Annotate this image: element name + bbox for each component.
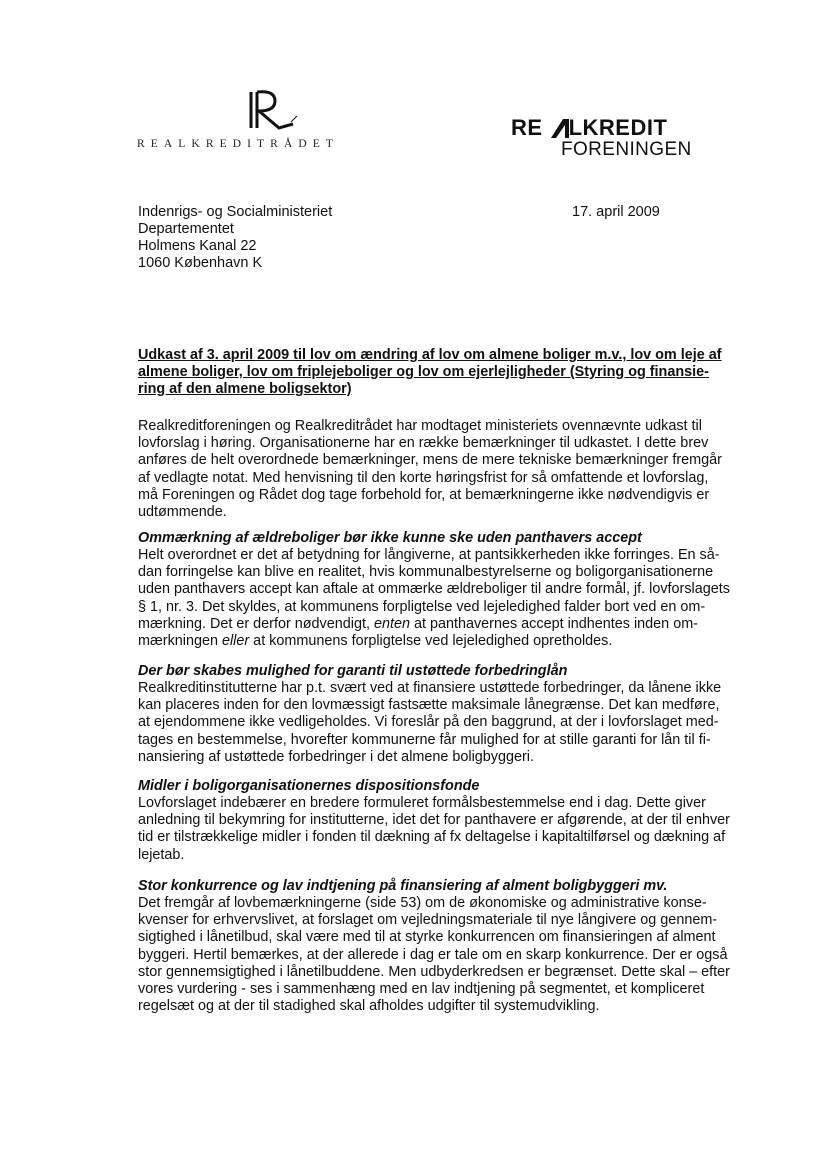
section-body xyxy=(138,547,730,650)
section-text: at panthavernes accept indhentes inden om-mærkningen xyxy=(138,615,698,650)
section-body: Lovforslaget indebærer en bredere formuleret formålsbestemmelse end i dag. Dette giver anledning til bekymring for institutterne, idet det for panthavere er afgørende, at der til enhver tid er tilstrækkelige midler i fonden til dækning af fx deltagelse i kapitaltilførsel og dækning af lejetab. xyxy=(138,795,730,863)
section-body: Det fremgår af lovbemærkningerne (side 53) om de økonomiske og administrative konse-kvenser for erhvervslivet, at forslaget om vejledningsmateriale til nye långivere og gennem-sigtighed i lånetilbud, skal være med til at styrke konkurrencen om finansieringen af alment byggeri. Hertil bemærkes, at der allerede i dag er tale om en skarp konkurrence. Der er også stor gennemsigtighed i lånetilbuddene. Men udbyderkredsen er begrænset. Dette skal – efter vores vurdering - ses i sammenhæng med en lav indtjening på segmentet, et kompliceret regelsæt og at der til stadighed skal afholdes udgifter til systemudvikling. xyxy=(138,895,730,1015)
realkreditforeningen-a-mark-icon xyxy=(549,118,573,138)
letter-date: 17. april 2009 xyxy=(572,204,660,220)
realkreditforeningen-logo-line2: FORENINGEN xyxy=(561,139,692,160)
section-emphasis: eller xyxy=(221,633,250,650)
section-dispositionsfonde xyxy=(138,778,730,864)
section-emphasis: enten xyxy=(373,615,410,632)
logo-line1-start: RE xyxy=(511,115,543,140)
section-heading: Stor konkurrence og lav indtjening på finansiering af alment boligbyggeri mv. xyxy=(138,878,668,894)
logo-line1-end: LKREDIT xyxy=(568,115,668,140)
section-text: Helt overordnet er det af betydning for långiverne, at pantsikkerheden ikke forringes. En så-dan forringelse kan blive en realitet, hvis kommunalbestyrelserne og boligorganisationerne uden panthavers accept kan aftale at ommærke ældreboliger til andre formål, jf. lovforslagets § 1, nr. 3. Det skyldes, at kommunens forpligtelse ved lejeledighed falder bort ved en om-mærkning. Det er derfor nødvendigt, xyxy=(138,547,730,632)
section-heading: Midler i boligorganisationernes dispositionsfonde xyxy=(138,778,480,794)
recipient-line: Indenrigs- og Socialministeriet xyxy=(138,204,333,220)
realkreditforeningen-logo-line1 xyxy=(511,117,667,139)
section-aeldreboliger xyxy=(138,530,730,650)
recipient-line: Holmens Kanal 22 xyxy=(138,238,257,254)
subject-heading: Udkast af 3. april 2009 til lov om ændring af lov om almene boliger m.v., lov om leje af almene boliger, lov om friplejeboliger og lov om ejerlejligheder (Styring og finansie-ring af den almene boligsektor) xyxy=(138,347,722,397)
section-text: at kommunens forpligtelse ved lejeledighed opretholdes. xyxy=(249,633,613,650)
realkreditraadet-logo-text: REALKREDITRÅDET xyxy=(137,138,340,150)
recipient-line: 1060 København K xyxy=(138,255,263,271)
recipient-address xyxy=(138,204,332,272)
realkreditraadet-monogram-icon xyxy=(247,86,299,134)
section-heading: Ommærkning af ældreboliger bør ikke kunne ske uden panthavers accept xyxy=(138,530,642,546)
recipient-line: Departementet xyxy=(138,221,234,237)
section-body: Realkreditinstitutterne har p.t. svært ved at finansiere ustøttede forbedringer, da lånene ikke kan placeres inden for den lovmæssigt fastsætte maksimale lånegrænse. Det kan medføre, at ejendommene ikke vedligeholdes. Vi foreslår på den baggrund, at der i lovforslaget med-tages en bestemmelse, hvorefter kommunerne får mulighed for at stille garanti for lån til fi-nansiering af ustøttede forbedringer i det almene boligbyggeri. xyxy=(138,680,722,765)
section-garanti xyxy=(138,663,730,766)
section-konkurrence xyxy=(138,878,730,1015)
intro-paragraph: Realkreditforeningen og Realkreditrådet har modtaget ministeriets ovennævnte udkast til lovforslag i høring. Organisationerne har en række bemærkninger til udkastet. I dette brev anføres de helt overordnede bemærkninger, mens de mere tekniske bemærkninger fremgår af vedlagte notat. Med henvisning til den korte høringsfrist for så omfattende et lovforslag, må Foreningen og Rådet dog tage forbehold for, at bemærkningerne ikke nødvendigvis er udtømmende. xyxy=(138,418,722,521)
section-heading: Der bør skabes mulighed for garanti til ustøttede forbedringlån xyxy=(138,663,568,679)
realkreditforeningen-logo xyxy=(511,117,701,161)
